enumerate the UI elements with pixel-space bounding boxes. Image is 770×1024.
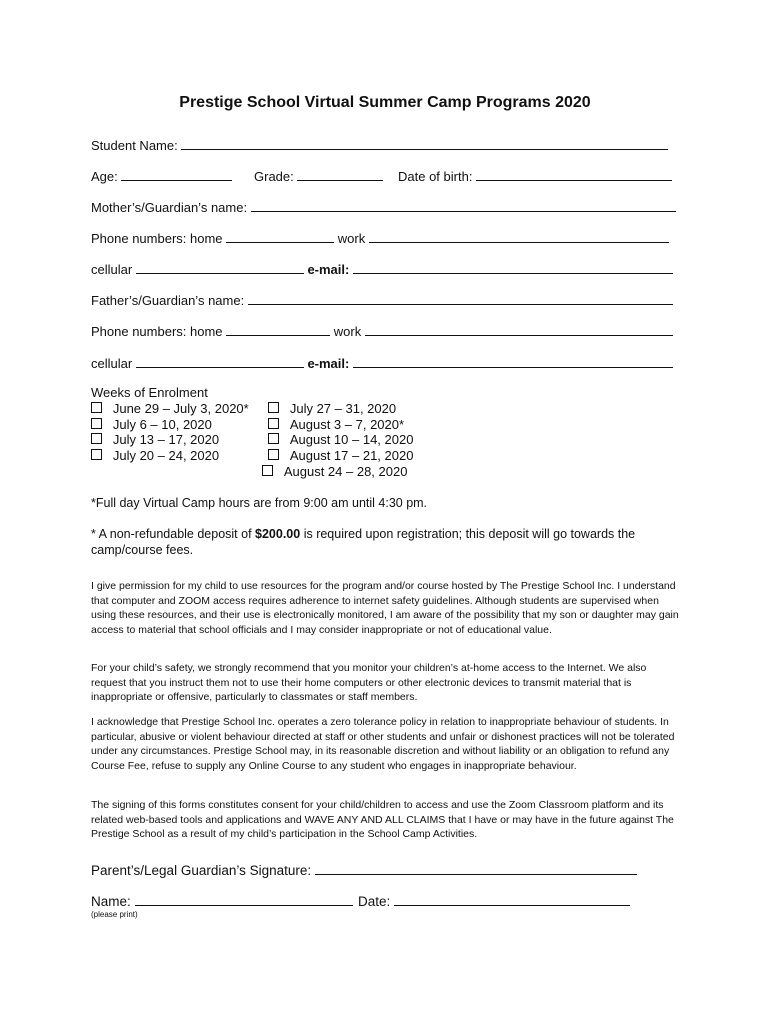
- email-label: e-mail:: [307, 356, 350, 371]
- week-label: July 6 – 10, 2020: [112, 417, 212, 432]
- week-label: July 27 – 31, 2020: [289, 401, 397, 416]
- father-field[interactable]: [248, 292, 673, 305]
- week-label: August 17 – 21, 2020: [289, 448, 414, 463]
- phone-home-label: Phone numbers: home: [91, 324, 223, 339]
- signature-row: [91, 862, 637, 878]
- week-option[interactable]: [268, 401, 396, 417]
- dob-label: Date of birth:: [398, 169, 473, 184]
- dob-row: [398, 168, 672, 185]
- email-field[interactable]: [353, 355, 673, 368]
- checkbox[interactable]: [268, 433, 279, 444]
- date-label: Date:: [358, 894, 391, 909]
- father-row: [91, 292, 673, 309]
- deposit-note-line2: camp/course fees.: [91, 543, 194, 557]
- cellular-row-2: [91, 355, 673, 372]
- grade-field[interactable]: [297, 168, 383, 181]
- week-label: August 10 – 14, 2020: [289, 432, 414, 447]
- work-label: work: [337, 231, 366, 246]
- email-label: e-mail:: [307, 262, 350, 277]
- week-option[interactable]: [91, 432, 219, 448]
- checkbox[interactable]: [268, 402, 279, 413]
- phone-home-field[interactable]: [226, 230, 334, 243]
- weeks-heading: Weeks of Enrolment: [91, 385, 208, 400]
- week-option[interactable]: [268, 417, 404, 433]
- permission-paragraph: I give permission for my child to use resources for the program and/or course hosted by The Prestige School Inc. I understand that computer and ZOOM access requires adherence to internet safety guidelines. Although students are supervised when using these resources, and their use is electronically monitored, I am aware of the possibility that my son or daughter may gain access to material that school officials and I may consider inappropriate or not of educational value.: [91, 580, 679, 636]
- conduct-paragraph: I acknowledge that Prestige School Inc. operates a zero tolerance policy in relation to inappropriate behaviour of students. In particular, abusive or violent behaviour directed at staff or other students and unfair or dishonest practices will not be tolerated under any circumstances. Prestige School may, in its reasonable discretion and without liability or an obligation to refund any Course Fee, refuse to supply any Online Course to any student who engages in inappropriate behaviour.: [91, 716, 675, 772]
- deposit-amount: $200.00: [255, 527, 301, 541]
- date-row: [358, 893, 630, 909]
- deposit-text: A non-refundable deposit of: [95, 527, 256, 541]
- week-option[interactable]: [91, 417, 212, 433]
- cellular-label: cellular: [91, 356, 133, 371]
- week-label: August 24 – 28, 2020: [283, 464, 408, 479]
- checkbox[interactable]: [268, 449, 279, 460]
- mother-row: [91, 199, 676, 216]
- student-name-label: Student Name:: [91, 138, 178, 153]
- week-label: July 20 – 24, 2020: [112, 448, 220, 463]
- page-title: Prestige School Virtual Summer Camp Programs 2020: [179, 94, 591, 111]
- grade-row: [254, 168, 383, 185]
- student-name-row: [91, 137, 668, 154]
- week-label: August 3 – 7, 2020*: [289, 417, 405, 432]
- full-day-note: *Full day Virtual Camp hours are from 9:00 am until 4:30 pm.: [91, 496, 428, 510]
- checkbox[interactable]: [91, 433, 102, 444]
- deposit-star: *: [91, 527, 96, 541]
- deposit-text-2: is required upon registration; this deposit will go towards the: [300, 527, 636, 541]
- age-label: Age:: [91, 169, 118, 184]
- checkbox[interactable]: [91, 402, 102, 413]
- print-note: (please print): [91, 910, 138, 919]
- dob-field[interactable]: [476, 168, 672, 181]
- week-label: July 13 – 17, 2020: [112, 432, 220, 447]
- consent-paragraph: The signing of this forms constitutes consent for your child/children to access and use the Zoom Classroom platform and its related web-based tools and applications and WAVE ANY AND ALL CLAIMS that I have or may have in the future against The Prestige School as a result of my child’s participation in the School Camp Activities.: [91, 799, 674, 840]
- week-option[interactable]: [268, 448, 413, 464]
- checkbox[interactable]: [91, 449, 102, 460]
- safety-paragraph: For your child’s safety, we strongly recommend that you monitor your children’s at-home access to the Internet. We also request that you instruct them not to use their home computers or other electronic devices to transmit material that is inappropriate or offensive, particularly to classmates or staff members.: [91, 662, 647, 703]
- week-option[interactable]: [262, 464, 407, 480]
- name-field[interactable]: [135, 893, 353, 906]
- mother-field[interactable]: [251, 199, 676, 212]
- name-label: Name:: [91, 894, 131, 909]
- work-label: work: [333, 324, 362, 339]
- student-name-field[interactable]: [181, 137, 668, 150]
- mother-label: Mother’s/Guardian’s name:: [91, 200, 248, 215]
- cellular-row-1: [91, 261, 673, 278]
- week-label: June 29 – July 3, 2020*: [112, 401, 249, 416]
- phone-row-1: [91, 230, 669, 247]
- week-option[interactable]: [91, 448, 219, 464]
- phone-home-label: Phone numbers: home: [91, 231, 223, 246]
- cellular-field[interactable]: [136, 261, 304, 274]
- signature-label: Parent’s/Legal Guardian’s Signature:: [91, 863, 312, 878]
- checkbox[interactable]: [268, 418, 279, 429]
- deposit-note: [91, 526, 635, 542]
- work-field[interactable]: [365, 323, 673, 336]
- phone-home-field[interactable]: [226, 323, 330, 336]
- grade-label: Grade:: [254, 169, 294, 184]
- week-option[interactable]: [268, 432, 413, 448]
- age-row: [91, 168, 232, 185]
- checkbox[interactable]: [262, 465, 273, 476]
- cellular-label: cellular: [91, 262, 133, 277]
- email-field[interactable]: [353, 261, 673, 274]
- age-field[interactable]: [121, 168, 232, 181]
- phone-row-2: [91, 323, 673, 340]
- week-option[interactable]: [91, 401, 249, 417]
- name-row: [91, 893, 353, 909]
- date-field[interactable]: [394, 893, 630, 906]
- checkbox[interactable]: [91, 418, 102, 429]
- father-label: Father’s/Guardian’s name:: [91, 293, 245, 308]
- work-field[interactable]: [369, 230, 669, 243]
- cellular-field[interactable]: [136, 355, 304, 368]
- signature-field[interactable]: [315, 862, 637, 875]
